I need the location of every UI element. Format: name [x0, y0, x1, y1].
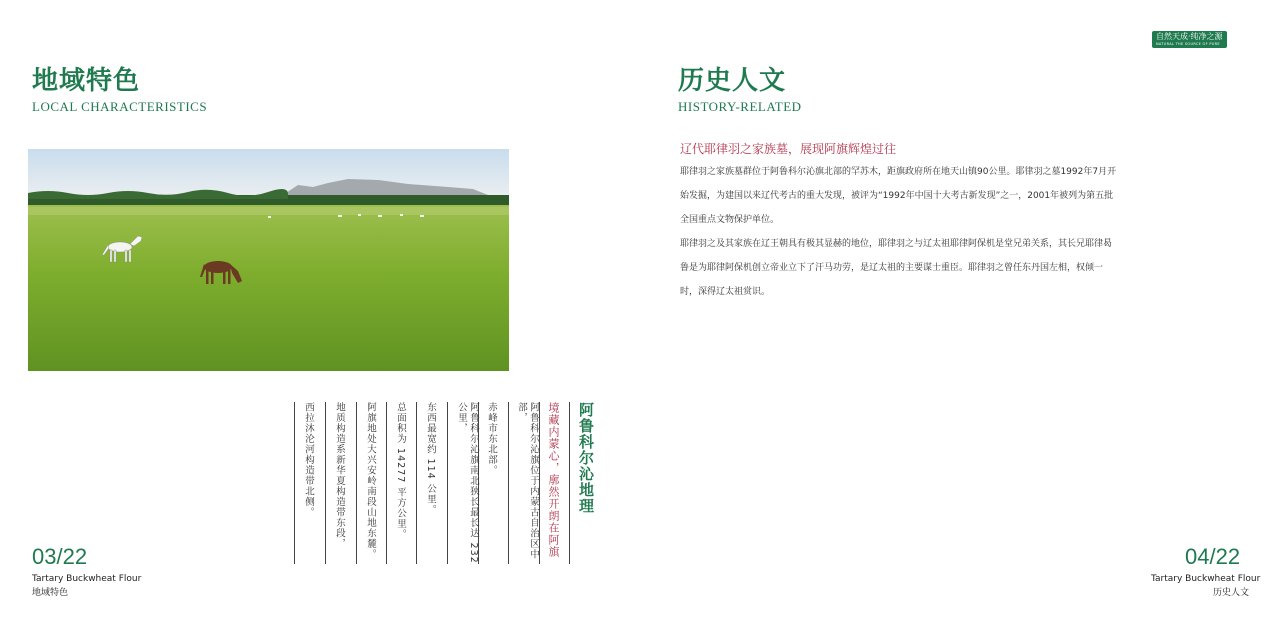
right-body-text	[680, 160, 1120, 304]
left-footer-cn: 地域特色	[32, 588, 69, 598]
column-divider	[539, 402, 540, 564]
vertical-line: 阿旗地处大兴安岭南段山地东麓。	[365, 402, 376, 560]
right-title-cn: 历史人文	[678, 66, 787, 96]
body-paragraph: 耶律羽之及其家族在辽王朝具有极其显赫的地位，耶律羽之与辽太祖耶律阿保机是堂兄弟关系，其长兄耶律曷鲁是为耶律阿保机创立帝业立下了汗马功劳，是辽太祖的主要谋士重臣。耶律羽之曾任东丹国左相，权倾一时，深得辽太祖赏识。	[680, 239, 1113, 297]
brand-badge	[1152, 31, 1227, 48]
vertical-line: 西拉沐沦河构造带北侧。	[303, 402, 314, 518]
left-footer-en: Tartary Buckwheat Flour	[32, 574, 142, 584]
right-page-number: 04/22	[1185, 544, 1241, 569]
vertical-highlight: 境藏内蒙心，廓然开朗在阿旗	[547, 402, 560, 558]
left-title-en: LOCAL CHARACTERISTICS	[32, 99, 208, 114]
vertical-line: 阿鲁科尔沁旗南北狭长最长达 232 公里，	[456, 402, 479, 564]
grassland-horses-photo	[28, 149, 509, 371]
vertical-line: 阿鲁科尔沁旗位于内蒙古自治区中部，	[516, 402, 539, 560]
right-footer-cn: 历史人文	[1213, 588, 1250, 598]
left-page-number: 03/22	[32, 544, 88, 569]
column-divider	[416, 402, 417, 564]
right-title-en: HISTORY-RELATED	[678, 99, 802, 114]
badge-main-text: 自然天成·纯净之源	[1156, 32, 1223, 41]
column-divider	[508, 402, 509, 564]
body-paragraph: 耶律羽之家族墓群位于阿鲁科尔沁旗北部的罕苏木，距旗政府所在地天山镇90公里。耶律羽之墓1992年7月开始发掘，为建国以来辽代考古的重大发现，被评为“1992年中国十大考古新发现”之一，2001年被列为第五批全国重点文物保护单位。	[680, 167, 1117, 225]
column-divider	[325, 402, 326, 564]
vertical-heading: 阿鲁科尔沁地理	[577, 402, 595, 514]
badge-sub-text: NATURAL THE SOURCE OF PURE	[1156, 42, 1220, 46]
vertical-line: 地质构造系新华夏构造带东段，	[334, 402, 345, 549]
vertical-line: 总面积为 14277 平方公里。	[395, 402, 406, 540]
left-title-cn: 地域特色	[32, 66, 141, 96]
vertical-line: 赤峰市东北部。	[486, 402, 497, 476]
column-divider	[386, 402, 387, 564]
right-footer-en: Tartary Buckwheat Flour	[1151, 574, 1261, 584]
column-divider	[294, 402, 295, 564]
column-divider	[569, 402, 570, 564]
vertical-line: 东西最宽约 114 公里。	[425, 402, 436, 516]
column-divider	[447, 402, 448, 564]
right-subheading: 辽代耶律羽之家族墓，展现阿旗辉煌过往	[680, 142, 897, 156]
column-divider	[356, 402, 357, 564]
